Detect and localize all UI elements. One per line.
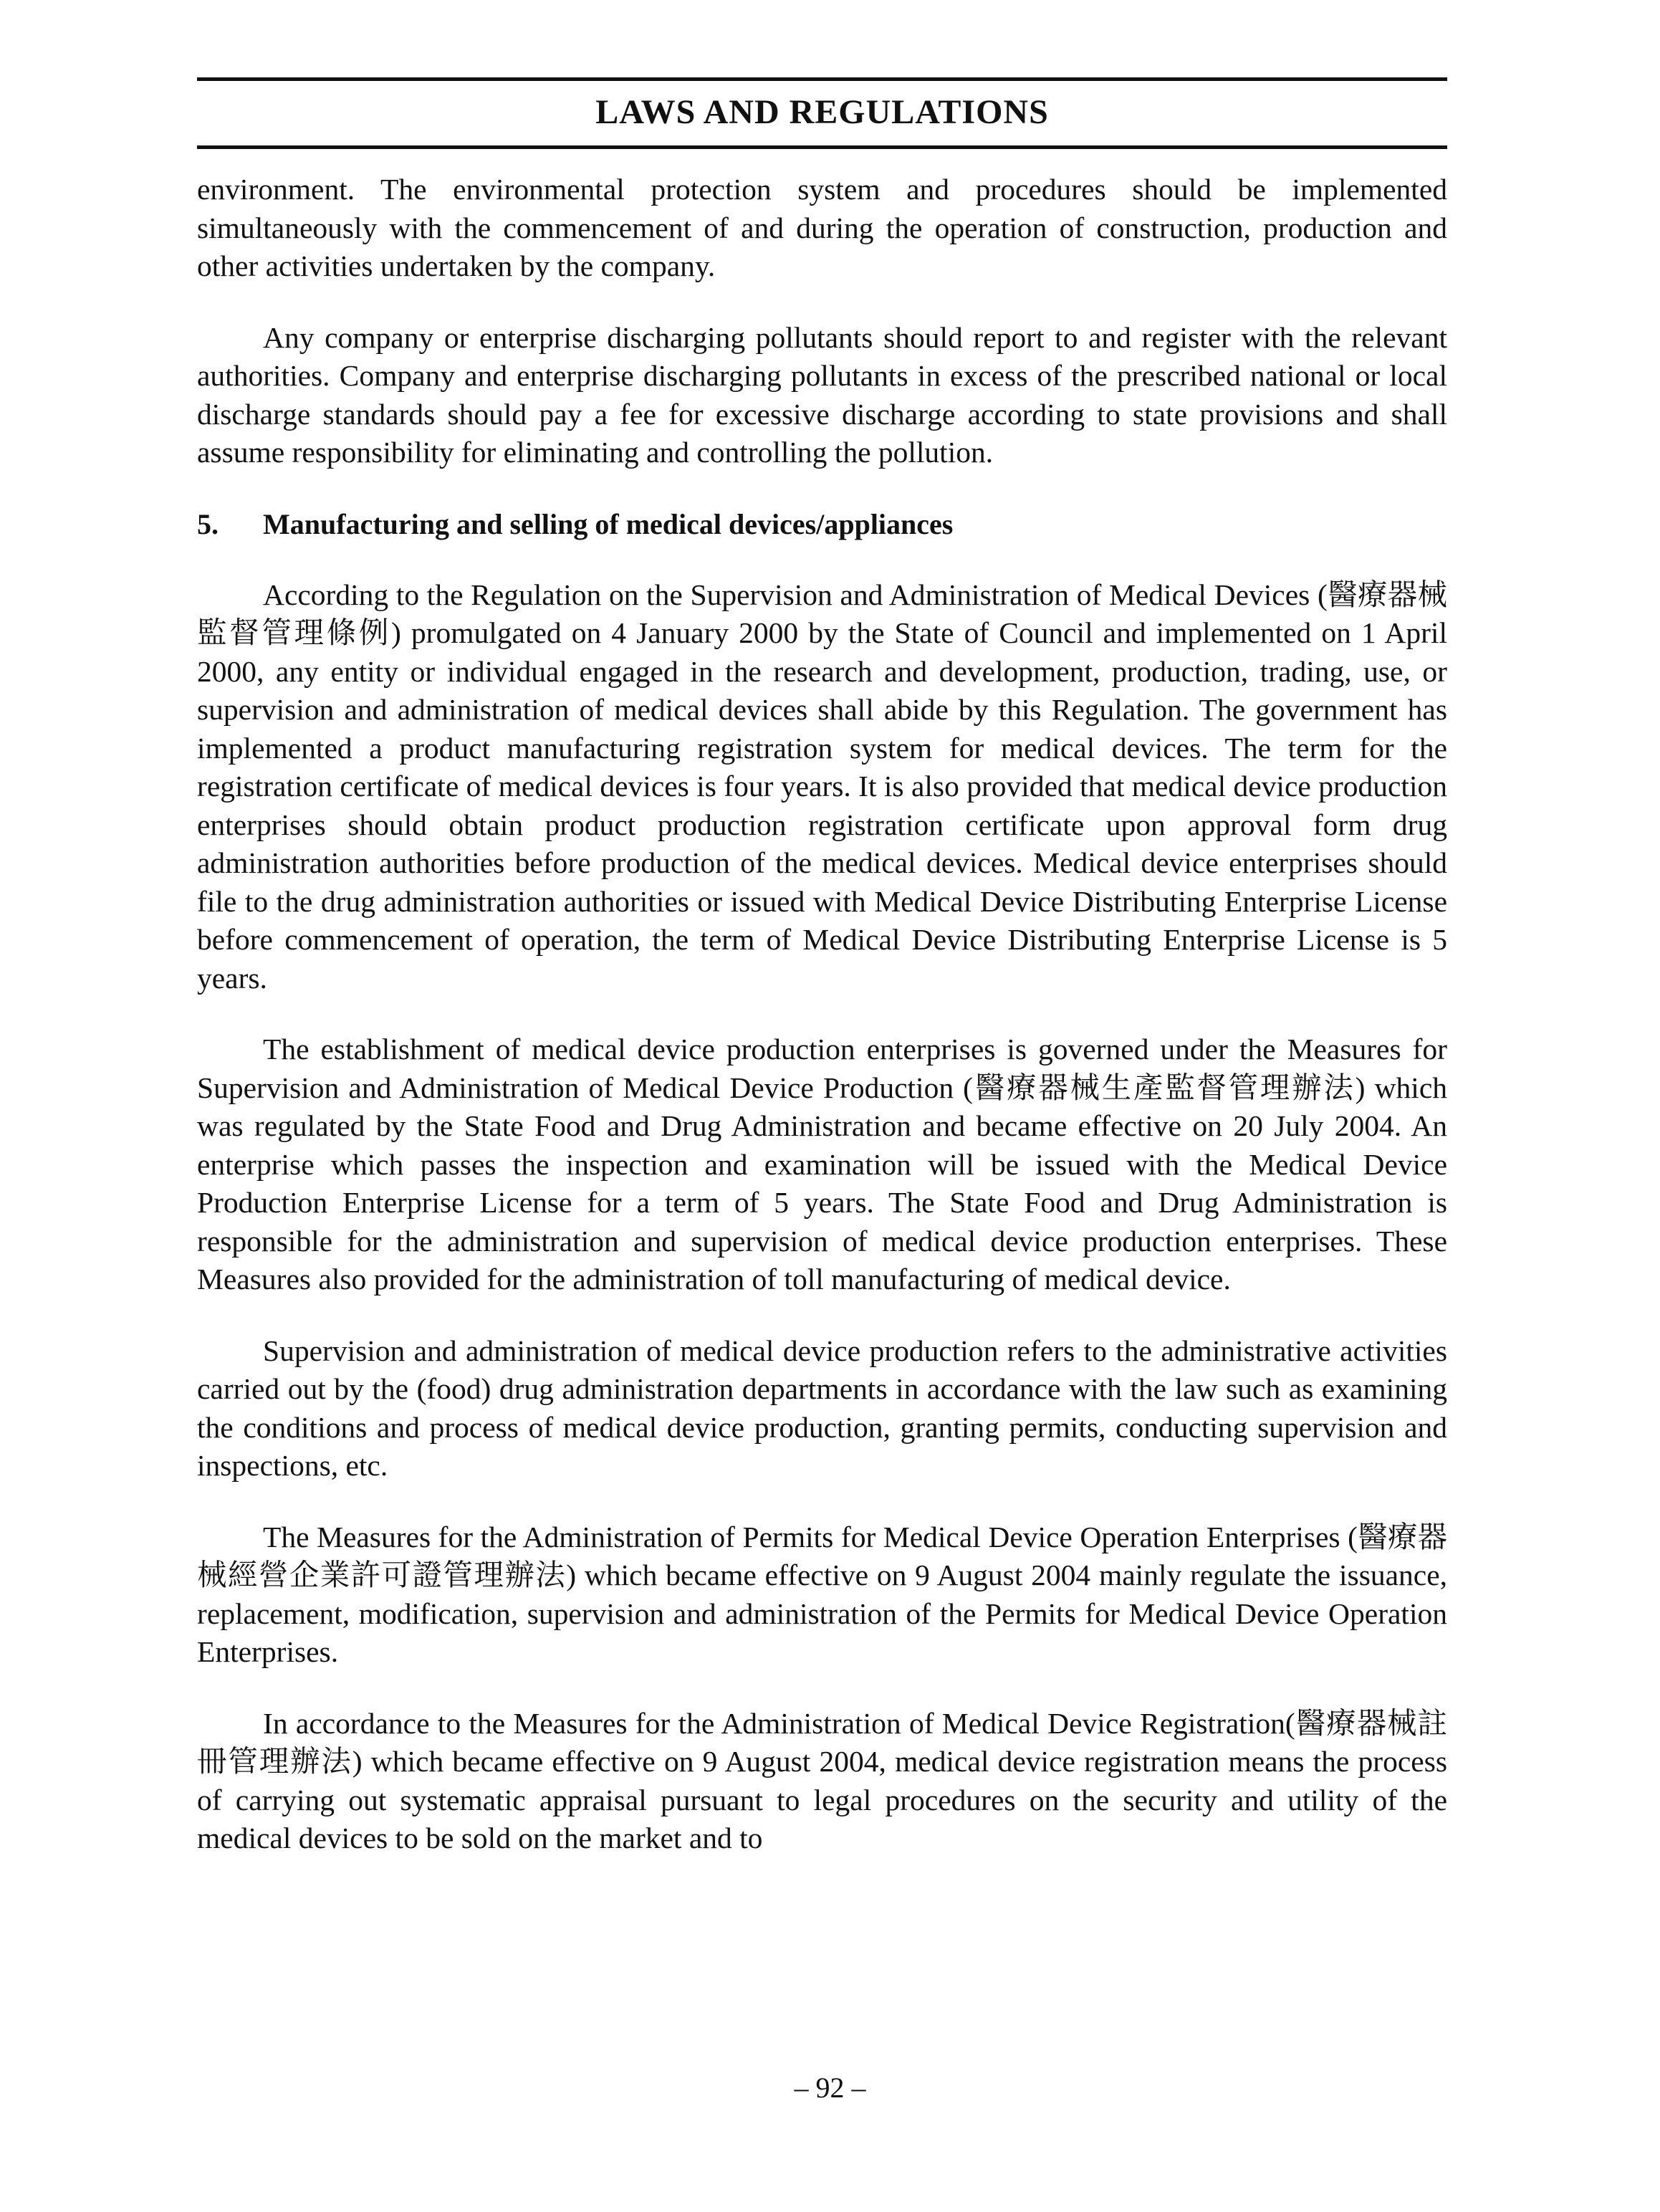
paragraph-operation-permits: The Measures for the Administration of Permits for Medical Device Operation Enterprises (醫療器械經營企業許可證管理辦法) which became effective on 9 August 2004 mainly regulate the issuance, replacement, modification, supervision and administration of the Permits for Medical Device Operation Enterprises. — [197, 1520, 1447, 1668]
section-number: 5. — [197, 507, 219, 540]
header-bottom-rule — [197, 145, 1447, 149]
section-heading — [197, 505, 1447, 543]
paragraph-pollutant-discharge: Any company or enterprise discharging pollutants should report to and register with the relevant authorities. Company and enterprise discharging pollutants in excess of the prescribed national or local discharge standards should pay a fee for excessive discharge according to state provisions and shall assume responsibility for eliminating and controlling the pollution. — [197, 320, 1447, 469]
paragraph-production-enterprises: The establishment of medical device production enterprises is governed under the Measures for Supervision and Administration of Medical Device Production (醫療器械生產監督管理辦法) which was regulated by the State Food and Drug Administration and became effective on 20 July 2004. An enterprise which passes the inspection and examination will be issued with the Medical Device Production Enterprise License for a term of 5 years. The State Food and Drug Administration is responsible for the administration and supervision of medical device production enterprises. These Measures also provided for the administration of toll manufacturing of medical device. — [197, 1033, 1447, 1296]
paragraph-supervision-definition: Supervision and administration of medical device production refers to the administrative activities carried out by the (food) drug administration departments in accordance with the law such as examining the conditions and process of medical device production, granting permits, conducting supervision and inspections, etc. — [197, 1334, 1447, 1482]
page-number: – 92 – — [794, 2072, 866, 2104]
page-header-title: LAWS AND REGULATIONS — [595, 93, 1049, 131]
paragraph-regulation-supervision: According to the Regulation on the Supervision and Administration of Medical Devices (醫療器械監督管理條例) promulgated on 4 January 2000 by the State of Council and implemented on 1 April 2000, any entity or individual engaged in the research and development, production, trading, use, or supervision and administration of medical devices shall abide by this Regulation. The government has implemented a product manufacturing registration system for medical devices. The term for the registration certificate of medical devices is four years. It is also provided that medical device production enterprises should obtain product production registration certificate upon approval form drug administration authorities before production of the medical devices. Medical device enterprises should file to the drug administration authorities or issued with Medical Device Distributing Enterprise License before commencement of operation, the term of Medical Device Distributing Enterprise License is 5 years. — [197, 578, 1447, 995]
paragraph-device-registration: In accordance to the Measures for the Administration of Medical Device Registration(醫療器械註冊管理辦法) which became effective on 9 August 2004, medical device registration means the process of carrying out systematic appraisal pursuant to legal procedures on the security and utility of the medical devices to be sold on the market and to — [197, 1706, 1447, 1854]
paragraph-continued: environment. The environmental protection system and procedures should be implemented simultaneously with the commencement of and during the operation of construction, production and other activities undertaken by the company. — [197, 173, 1447, 282]
section-title: Manufacturing and selling of medical devices/appliances — [263, 507, 954, 540]
page-body — [197, 171, 1447, 1858]
document-page — [197, 77, 1447, 1891]
